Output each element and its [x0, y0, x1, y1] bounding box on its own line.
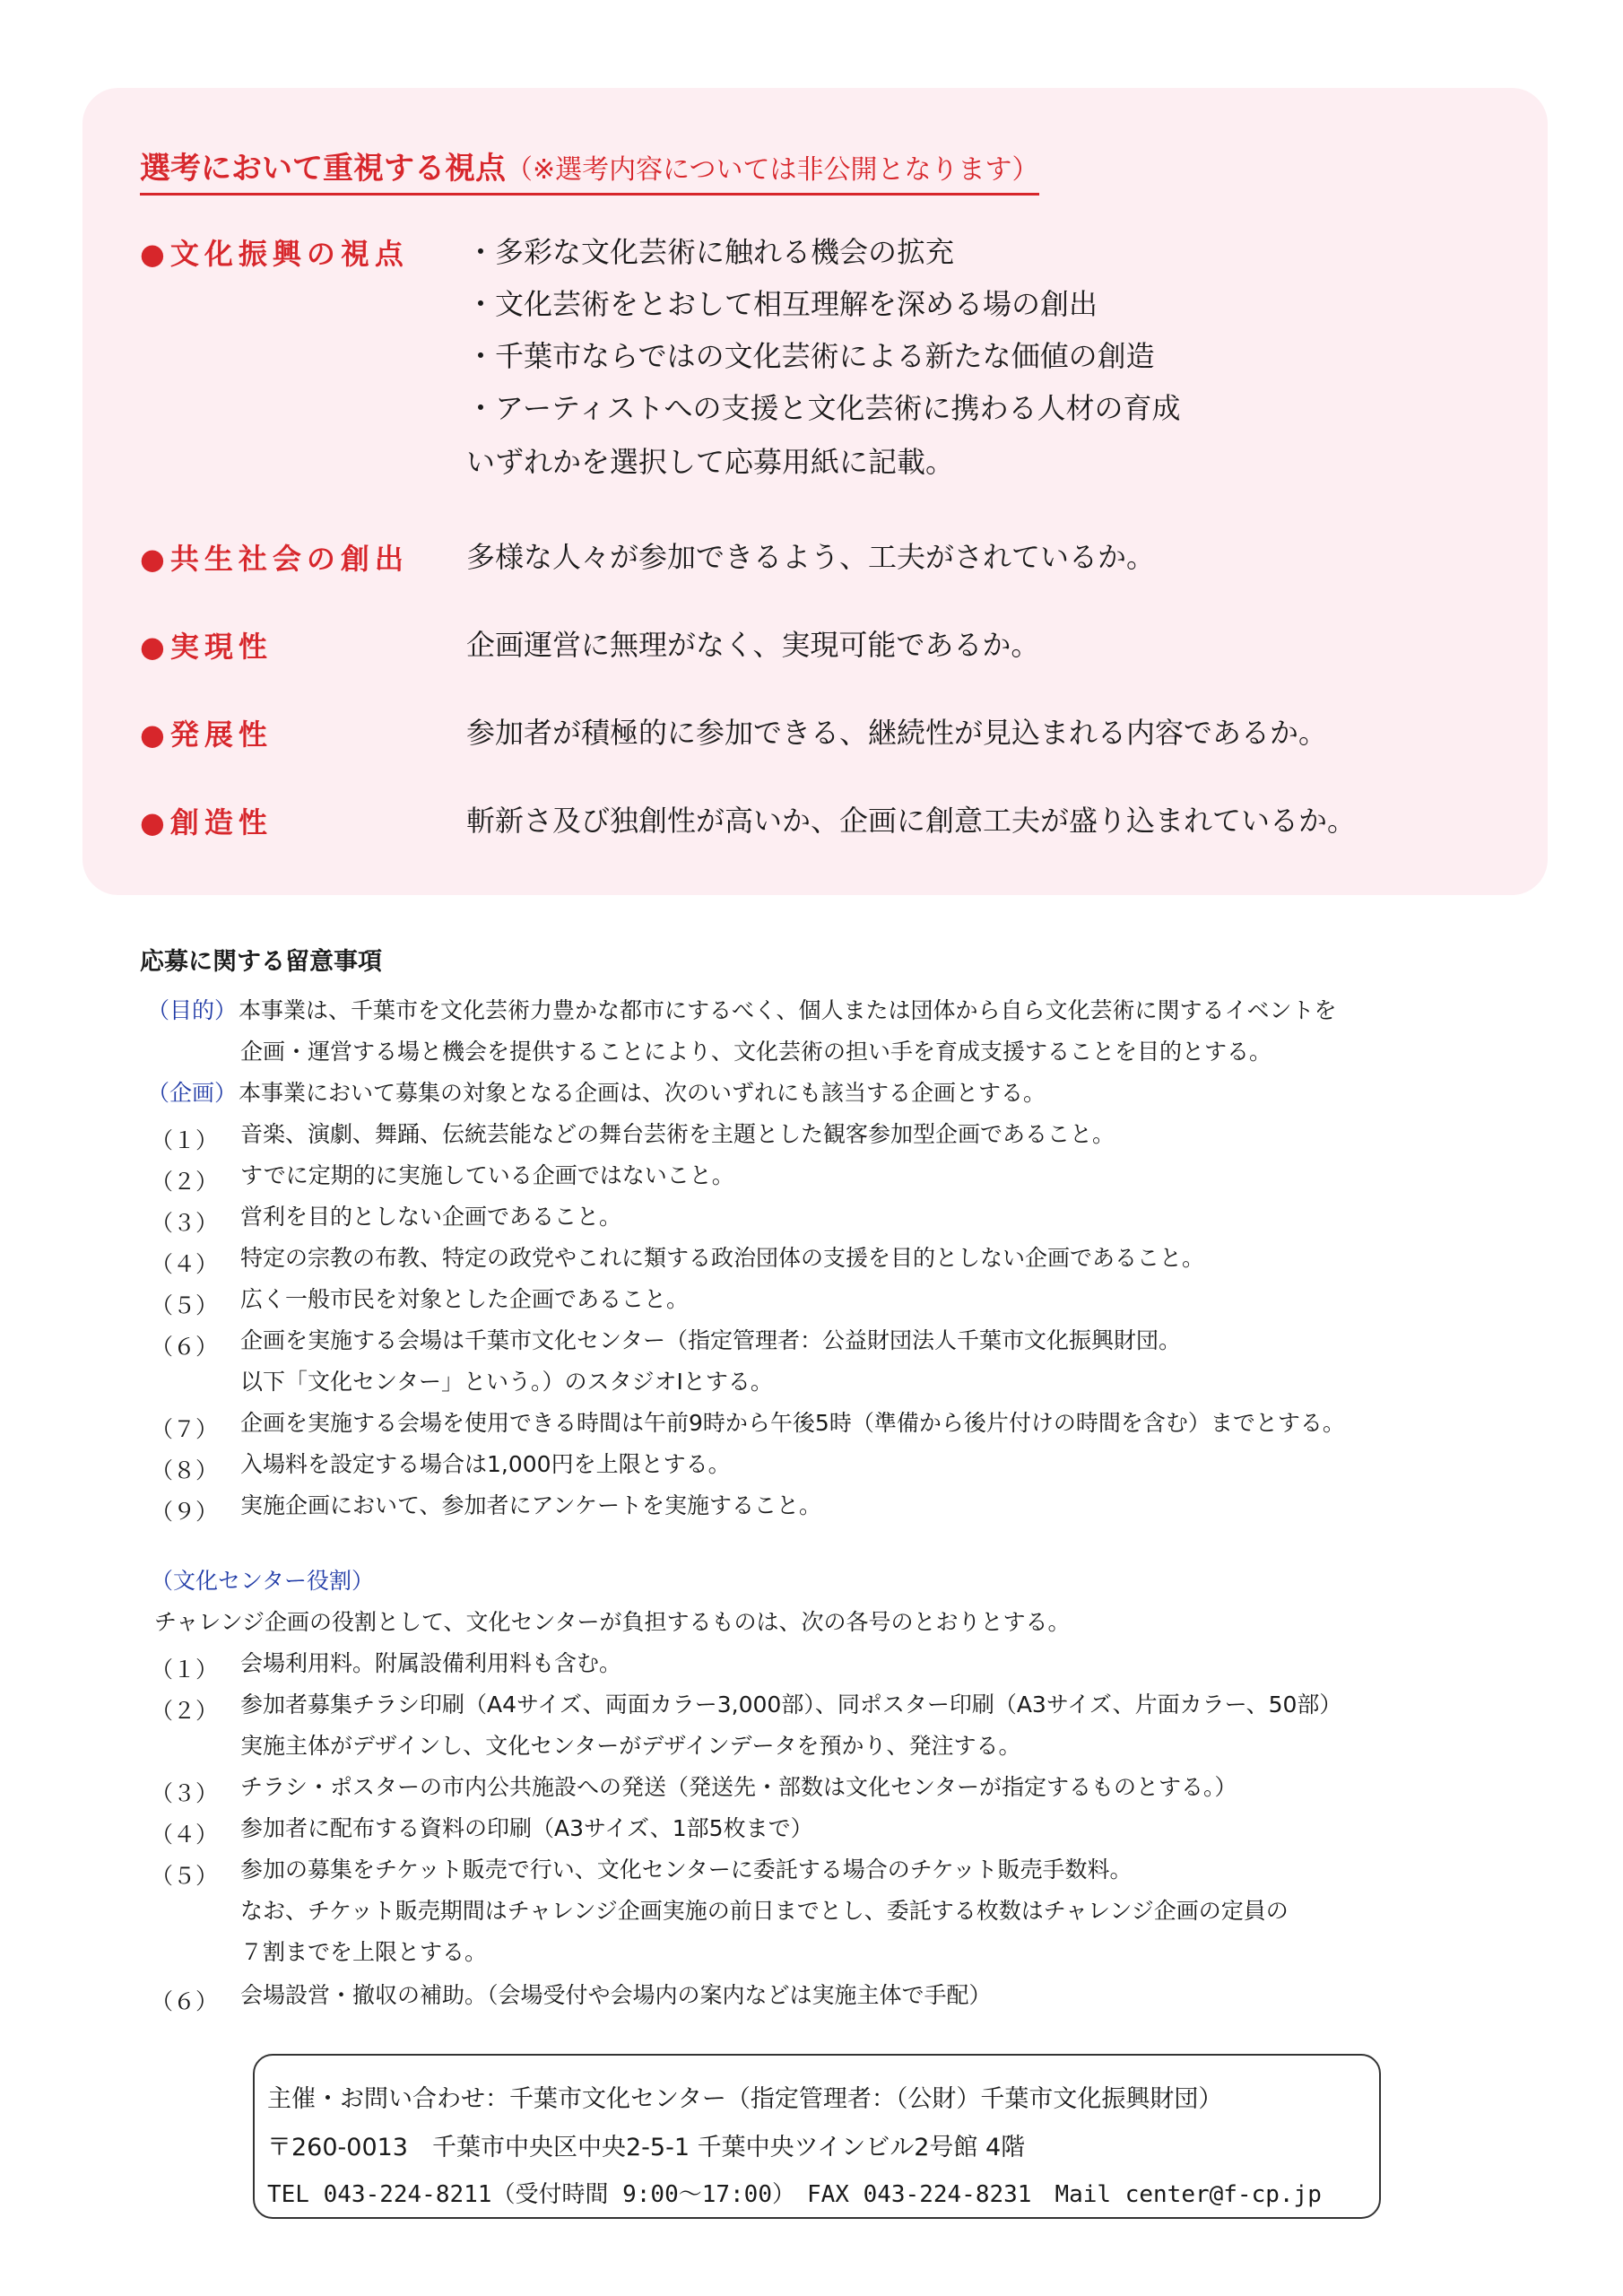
plan-line: 本事業において募集の対象となる企画は、次のいずれにも該当する企画とする。: [239, 1080, 1046, 1106]
role-text: 参加の募集をチケット販売で行い、文化センターに委託する場合のチケット販売手数料。: [240, 1857, 1133, 1883]
condition-number: （５）: [151, 1292, 219, 1318]
condition-text: 以下「文化センター」という。）のスタジオⅠとする。: [240, 1369, 773, 1395]
cultural-bullet: ・文化芸術をとおして相互理解を深める場の創出: [466, 287, 1098, 321]
criteria-title-note: （※選考内容については非公開となります）: [506, 154, 1039, 186]
contact-phone-fax-mail: TEL 043-224-8211（受付時間 9:00～17:00） FAX 043-224-8231 Mail center@f-cp.jp: [267, 2181, 1322, 2208]
condition-text: 企画を実施する会場は千葉市文化センター（指定管理者：公益財団法人千葉市文化振興財団。: [240, 1327, 1182, 1353]
role-number: （５）: [151, 1863, 219, 1889]
role-text: 実施主体がデザインし、文化センターがデザインデータを預かり、発注する。: [240, 1733, 1021, 1759]
role-number: （４）: [151, 1822, 219, 1848]
notes-title: 応募に関する留意事項: [140, 948, 382, 976]
role-number: （６）: [151, 1988, 219, 2014]
cultural-note: いずれかを選択して応募用紙に記載。: [466, 445, 955, 479]
condition-text: 営利を目的としない企画であること。: [240, 1204, 622, 1230]
plan-tag: （企画）: [147, 1080, 238, 1106]
role-text: 会場利用料。附属設備利用料も含む。: [240, 1650, 622, 1676]
criteria-desc-development: 参加者が積極的に参加できる、継続性が見込まれる内容であるか。: [466, 716, 1328, 750]
condition-number: （６）: [151, 1334, 219, 1360]
condition-text: 広く一般市民を対象とした企画であること。: [240, 1286, 690, 1312]
criteria-desc-inclusion: 多様な人々が参加できるよう、工夫がされているか。: [466, 540, 1156, 574]
criteria-desc-creativity: 斬新さ及び独創性が高いか、企画に創意工夫が盛り込まれているか。: [466, 804, 1357, 838]
condition-text: 企画を実施する会場を使用できる時間は午前9時から午後5時（準備から後片付けの時間を含む）までとする。: [240, 1410, 1345, 1436]
role-text: なお、チケット販売期間はチャレンジ企画実施の前日までとし、委託する枚数はチャレンジ企画の定員の: [240, 1898, 1289, 1924]
condition-number: （３）: [151, 1210, 219, 1236]
role-text: チラシ・ポスターの市内公共施設への発送（発送先・部数は文化センターが指定するものとする。）: [240, 1774, 1237, 1800]
cultural-bullet: ・アーティストへの支援と文化芸術に携わる人材の育成: [466, 391, 1181, 425]
condition-number: （９）: [151, 1499, 219, 1525]
cultural-bullet: ・多彩な文化芸術に触れる機会の拡充: [466, 235, 955, 269]
condition-text: すでに定期的に実施している企画ではないこと。: [240, 1162, 734, 1188]
role-text: 会場設営・撤収の補助。（会場受付や会場内の案内などは実施主体で手配）: [240, 1982, 992, 2008]
role-text: 参加者に配布する資料の印刷（A3サイズ、1部5枚まで）: [240, 1815, 813, 1841]
role-number: （１）: [151, 1657, 219, 1683]
condition-number: （８）: [151, 1457, 219, 1483]
criteria-box: [82, 88, 1548, 895]
condition-number: （１）: [151, 1127, 219, 1153]
role-text: 参加者募集チラシ印刷（A4サイズ、両面カラー3,000部）、同ポスター印刷（A3サイズ、片面カラー、50部）: [240, 1692, 1342, 1718]
role-text: ７割までを上限とする。: [240, 1939, 488, 1965]
purpose-line: 企画・運営する場と機会を提供することにより、文化芸術の担い手を育成支援することを目的とする。: [240, 1039, 1272, 1065]
condition-text: 入場料を設定する場合は1,000円を上限とする。: [240, 1451, 731, 1477]
criteria-label-cultural: ●文化振興の視点: [140, 237, 409, 271]
criteria-label-creativity: ●創造性: [140, 805, 273, 839]
condition-number: （４）: [151, 1251, 219, 1277]
condition-text: 実施企画において、参加者にアンケートを実施すること。: [240, 1492, 822, 1518]
cultural-bullet: ・千葉市ならではの文化芸術による新たな価値の創造: [466, 339, 1155, 373]
criteria-label-feasibility: ●実現性: [140, 630, 273, 664]
purpose-tag: （目的）: [147, 997, 238, 1023]
role-intro: チャレンジ企画の役割として、文化センターが負担するものは、次の各号のとおりとする。: [154, 1609, 1071, 1635]
criteria-label-inclusion: ●共生社会の創出: [140, 542, 409, 576]
criteria-desc-feasibility: 企画運営に無理がなく、実現可能であるか。: [466, 628, 1040, 662]
role-tag: （文化センター役割）: [151, 1568, 375, 1594]
condition-text: 音楽、演劇、舞踊、伝統芸能などの舞台芸術を主題とした観客参加型企画であること。: [240, 1121, 1115, 1147]
role-number: （２）: [151, 1698, 219, 1724]
criteria-label-development: ●発展性: [140, 718, 273, 752]
condition-number: （２）: [151, 1169, 219, 1195]
contact-address: 〒260-0013 千葉市中央区中央2-5-1 千葉中央ツインビル2号館 4階: [267, 2134, 1026, 2161]
criteria-title: 選考において重視する視点（※選考内容については非公開となります）: [140, 144, 1039, 196]
condition-number: （７）: [151, 1416, 219, 1442]
condition-text: 特定の宗教の布教、特定の政党やこれに類する政治団体の支援を目的としない企画であること。: [240, 1245, 1205, 1271]
role-number: （３）: [151, 1780, 219, 1806]
contact-organizer: 主催・お問い合わせ：千葉市文化センター（指定管理者：（公財）千葉市文化振興財団）: [267, 2085, 1223, 2113]
purpose-line: 本事業は、千葉市を文化芸術力豊かな都市にするべく、個人または団体から自ら文化芸術に関するイベントを: [239, 997, 1337, 1023]
